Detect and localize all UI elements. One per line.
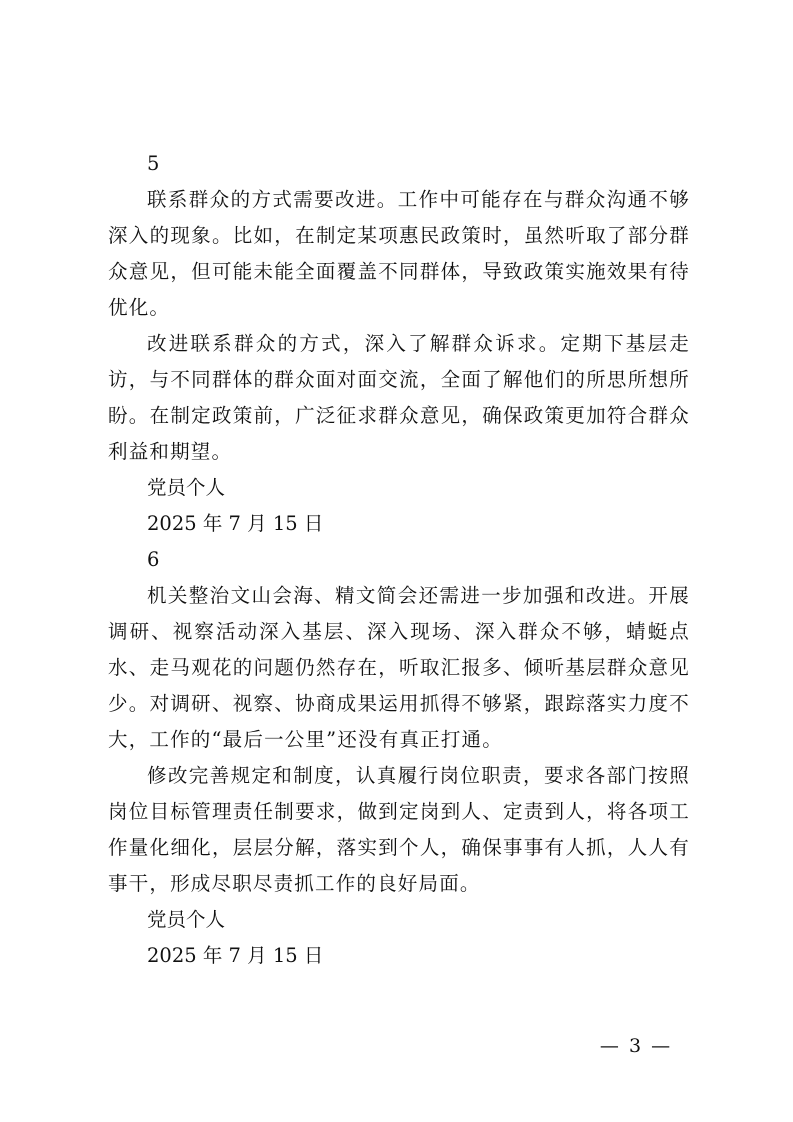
signature: 党员个人 — [147, 476, 226, 499]
date: 2025 年 7 月 15 日 — [147, 944, 324, 967]
problem-paragraph: 机关整治文山会海、精文简会还需进一步加强和改进。开展调研、视察活动深入基层、深入现场、深入群众不够，蜻蜓点水、走马观花的问题仍然存在，听取汇报多、倾听基层群众意见少。对调研、视察、协商成果运用抓得不够紧，跟踪落实力度不大，工作的“最后一公里”还没有真正打通。 — [108, 584, 690, 751]
measure-paragraph: 修改完善规定和制度，认真履行岗位职责，要求各部门按照岗位目标管理责任制要求，做到定岗到人、定责到人，将各项工作量化细化，层层分解，落实到个人，确保事事有人抓，人人有事干，形成尽职尽责抓工作的良好局面。 — [108, 764, 690, 895]
section-5 — [108, 146, 690, 542]
section-number: 6 — [147, 548, 160, 571]
problem-paragraph: 联系群众的方式需要改进。工作中可能存在与群众沟通不够深入的现象。比如，在制定某项惠民政策时，虽然听取了部分群众意见，但可能未能全面覆盖不同群体，导致政策实施效果有待优化。 — [108, 188, 690, 319]
section-number: 5 — [147, 152, 160, 175]
signature: 党员个人 — [147, 908, 226, 931]
date: 2025 年 7 月 15 日 — [147, 512, 324, 535]
section-6 — [108, 542, 690, 974]
page-number: — 3 — — [599, 1035, 673, 1057]
measure-paragraph: 改进联系群众的方式，深入了解群众诉求。定期下基层走访，与不同群体的群众面对面交流，全面了解他们的所思所想所盼。在制定政策前，广泛征求群众意见，确保政策更加符合群众利益和期望。 — [108, 332, 690, 463]
document-body — [108, 146, 690, 974]
